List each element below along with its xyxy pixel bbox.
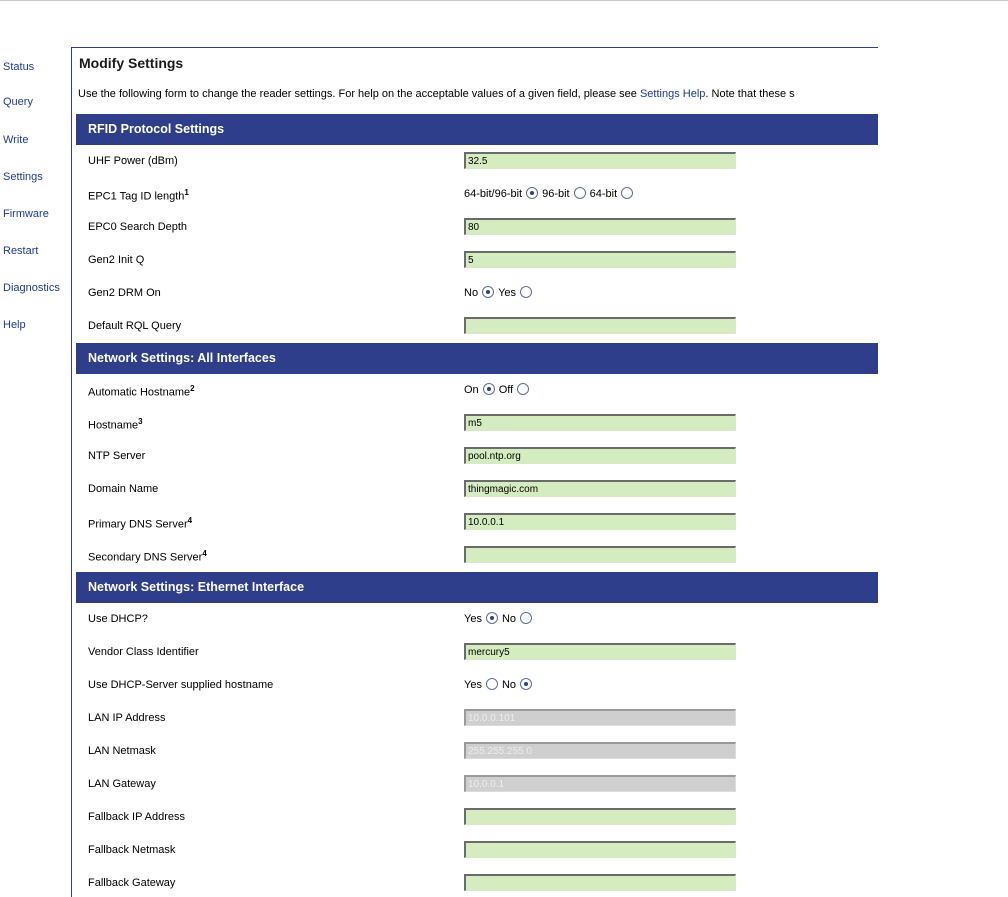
row-hostname <box>76 407 878 440</box>
epc1-tag-label-text: EPC1 Tag ID length <box>88 190 185 203</box>
radio-off[interactable] <box>517 383 529 395</box>
epc0-depth-input[interactable] <box>464 218 736 235</box>
radio-no[interactable] <box>482 286 494 298</box>
footnote-marker: 4 <box>202 549 207 558</box>
default-rql-input[interactable] <box>464 317 736 334</box>
row-gen2-initq <box>76 244 878 277</box>
page-title: Modify Settings <box>79 55 184 71</box>
row-fallback-netmask <box>76 834 878 867</box>
vendor-class-label: Vendor Class Identifier <box>88 646 199 658</box>
fallback-ip-label: Fallback IP Address <box>88 811 186 823</box>
auto-hostname-label-text: Automatic Hostname <box>88 386 191 399</box>
intro-before: Use the following form to change the reader settings. For help on the acceptable values of a given field, please see <box>78 88 640 100</box>
hostname-label-text: Hostname <box>88 419 139 432</box>
row-epc0-depth <box>76 211 878 244</box>
fallback-gateway-input[interactable] <box>464 874 736 891</box>
section-rfid-protocol: RFID Protocol Settings <box>76 114 878 145</box>
dhcp-hostname-label: Use DHCP-Server supplied hostname <box>88 679 274 691</box>
radio-no-label: No <box>464 287 479 299</box>
hostname-label <box>88 417 143 432</box>
radio-96-bit[interactable] <box>526 187 538 199</box>
nav-diagnostics[interactable]: Diagnostics <box>3 282 60 294</box>
intro-text <box>78 88 795 100</box>
ntp-server-label: NTP Server <box>88 450 146 462</box>
radio-off-label: Off <box>498 384 514 396</box>
nav-firmware[interactable]: Firmware <box>3 208 49 220</box>
fallback-netmask-label: Fallback Netmask <box>88 844 176 856</box>
lan-ip-input[interactable] <box>464 709 736 726</box>
settings-help-link[interactable]: Settings Help <box>639 88 706 100</box>
gen2-initq-input[interactable] <box>464 251 736 268</box>
row-default-rql <box>76 310 878 343</box>
nav-restart[interactable]: Restart <box>3 245 39 257</box>
nav-divider <box>71 47 72 897</box>
primary-dns-label <box>88 516 192 531</box>
radio-dhcp-hostname-no[interactable] <box>520 678 532 690</box>
secondary-dns-label-text: Secondary DNS Server <box>88 551 203 564</box>
epc1-tag-radios <box>464 187 637 200</box>
fallback-netmask-input[interactable] <box>464 841 736 858</box>
row-fallback-ip <box>76 801 878 834</box>
default-rql-label: Default RQL Query <box>88 320 182 332</box>
row-auto-hostname <box>76 374 878 407</box>
lan-gateway-label: LAN Gateway <box>88 778 156 790</box>
radio-64-bit-alt[interactable] <box>621 187 633 199</box>
radio-64-bit-label: 64-bit <box>589 188 618 200</box>
nav-help[interactable]: Help <box>3 319 26 331</box>
fallback-ip-input[interactable] <box>464 808 736 825</box>
radio-dhcp-yes[interactable] <box>486 612 498 624</box>
primary-dns-label-text: Primary DNS Server <box>88 518 188 531</box>
nav-status[interactable]: Status <box>3 61 35 73</box>
radio-dhcp-hostname-yes[interactable] <box>486 678 498 690</box>
row-primary-dns <box>76 506 878 539</box>
row-secondary-dns <box>76 539 878 572</box>
lan-gateway-input[interactable] <box>464 775 736 792</box>
row-ntp-server <box>76 440 878 473</box>
fallback-gateway-label: Fallback Gateway <box>88 877 176 889</box>
radio-yes-label: Yes <box>498 287 517 299</box>
dhcp-hostname-radios <box>464 678 536 691</box>
intro-after: . Note that these s <box>705 88 795 100</box>
nav-write[interactable]: Write <box>3 134 29 146</box>
section-network-all: Network Settings: All Interfaces <box>76 343 878 374</box>
auto-hostname-radios <box>464 383 533 396</box>
footnote-marker: 3 <box>138 417 143 426</box>
use-dhcp-label: Use DHCP? <box>88 613 148 625</box>
radio-yes-label: Yes <box>464 613 482 625</box>
epc0-depth-label: EPC0 Search Depth <box>88 221 188 233</box>
use-dhcp-radios <box>464 612 536 625</box>
vendor-class-input[interactable] <box>464 643 736 660</box>
radio-no-label: No <box>501 613 517 625</box>
auto-hostname-label <box>88 384 195 399</box>
gen2-initq-label: Gen2 Init Q <box>88 254 145 266</box>
gen2-drm-label: Gen2 DRM On <box>88 287 161 299</box>
row-domain-name <box>76 473 878 506</box>
row-lan-gateway <box>76 768 878 801</box>
radio-on[interactable] <box>483 383 495 395</box>
radio-yes-label: Yes <box>464 679 482 691</box>
lan-netmask-input[interactable] <box>464 742 736 759</box>
row-dhcp-hostname <box>76 669 878 702</box>
radio-yes[interactable] <box>520 286 532 298</box>
secondary-dns-label <box>88 549 207 564</box>
row-lan-ip <box>76 702 878 735</box>
ntp-server-input[interactable] <box>464 447 736 464</box>
section-network-ethernet: Network Settings: Ethernet Interface <box>76 572 878 603</box>
row-use-dhcp <box>76 603 878 636</box>
header-divider <box>72 47 878 48</box>
radio-dhcp-no[interactable] <box>520 612 532 624</box>
nav-query[interactable]: Query <box>3 96 33 108</box>
primary-dns-input[interactable] <box>464 513 736 530</box>
domain-name-label: Domain Name <box>88 483 159 495</box>
row-fallback-gateway <box>76 867 878 897</box>
radio-96-bit-label: 96-bit <box>542 188 570 200</box>
epc1-tag-prefix: 64-bit/96-bit <box>464 188 523 200</box>
epc1-tag-label <box>88 188 189 203</box>
domain-name-input[interactable] <box>464 480 736 497</box>
footnote-marker: 4 <box>187 516 193 525</box>
footnote-marker: 2 <box>190 384 195 393</box>
row-epc1-tag-length <box>76 178 878 211</box>
row-lan-netmask <box>76 735 878 768</box>
nav-settings[interactable]: Settings <box>3 171 43 183</box>
row-uhf-power <box>76 145 878 178</box>
row-vendor-class <box>76 636 878 669</box>
radio-64-bit[interactable] <box>574 187 586 199</box>
uhf-power-label: UHF Power (dBm) <box>88 155 178 167</box>
footnote-marker: 1 <box>184 188 189 197</box>
row-gen2-drm <box>76 277 878 310</box>
gen2-drm-radios <box>464 286 536 299</box>
secondary-dns-input[interactable] <box>464 546 736 563</box>
settings-form <box>76 55 878 897</box>
lan-ip-label: LAN IP Address <box>88 712 166 724</box>
top-divider <box>0 0 1008 1</box>
radio-no-label: No <box>501 679 517 691</box>
lan-netmask-label: LAN Netmask <box>88 745 156 757</box>
radio-on-label: On <box>464 384 479 396</box>
uhf-power-input[interactable] <box>464 152 736 169</box>
hostname-input[interactable] <box>464 414 736 431</box>
